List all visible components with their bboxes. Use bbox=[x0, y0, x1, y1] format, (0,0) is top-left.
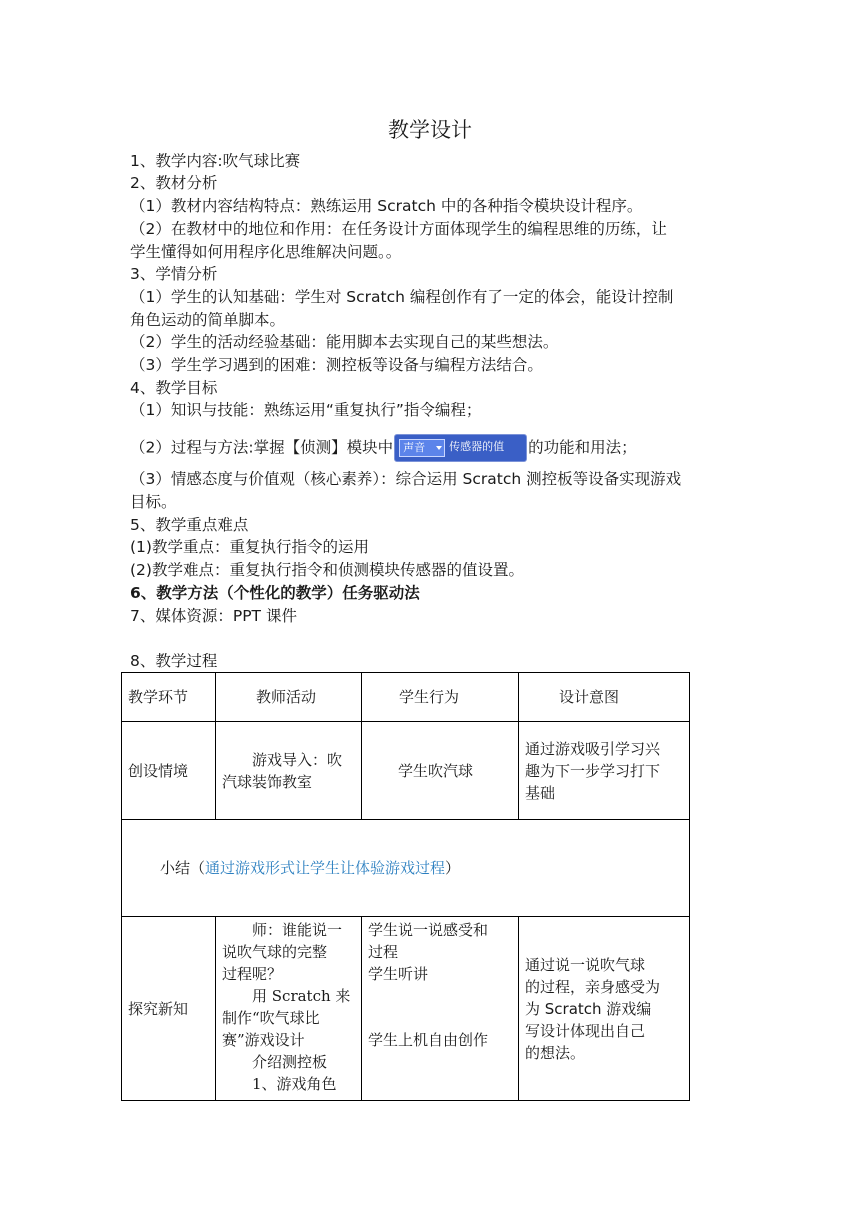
sensor-block-label: 传感器的值 bbox=[449, 440, 505, 453]
goal-2-suffix: 的功能和用法； bbox=[528, 438, 637, 457]
document-title: 教学设计 bbox=[388, 118, 472, 142]
header-student: 学生行为 bbox=[362, 673, 519, 722]
student-spacer bbox=[368, 985, 512, 1007]
teacher-line: 1、游戏角色 bbox=[252, 1075, 337, 1093]
goal-2-prefix: （2）过程与方法:掌握【侦测】模块中 bbox=[130, 438, 394, 457]
analysis-2: （2）在教材中的地位和作用：在任务设计方面体现学生的编程思维的历练，让 bbox=[130, 220, 667, 238]
learner-2: （2）学生的活动经验基础：能用脚本去实现自己的某些想法。 bbox=[130, 333, 559, 351]
summary-cell bbox=[122, 820, 690, 917]
analysis-2-cont: 学生懂得如何用程序化思维解决问题。。 bbox=[130, 243, 402, 261]
goal-3: （3）情感态度与价值观（核心素养）：综合运用 Scratch 测控板等设备实现游戏 bbox=[130, 470, 682, 488]
intent-line: 通过说一说吹气球 bbox=[525, 955, 646, 974]
student-line: 学生听讲 bbox=[368, 965, 429, 983]
header-stage: 教学环节 bbox=[122, 673, 216, 722]
teacher-line: 说吹气球的完整 bbox=[222, 943, 328, 961]
teacher-line: 过程呢？ bbox=[222, 965, 283, 983]
section-content: 1、教学内容:吹气球比赛 bbox=[130, 152, 301, 170]
student-line: 学生上机自由创作 bbox=[368, 1031, 489, 1049]
row2-stage: 探究新知 bbox=[122, 917, 216, 1101]
table-row bbox=[122, 917, 690, 1101]
row1-stage: 创设情境 bbox=[122, 722, 216, 820]
section-analysis: 2、教材分析 bbox=[130, 174, 218, 192]
intent-line: 为 Scratch 游戏编 bbox=[525, 999, 652, 1018]
sensor-value-block-image bbox=[394, 434, 527, 462]
process-table bbox=[121, 672, 690, 1101]
table-header-row bbox=[122, 673, 690, 722]
row2-teacher bbox=[216, 917, 362, 1101]
row2-student bbox=[362, 917, 519, 1101]
row2-intent bbox=[519, 917, 690, 1101]
header-teacher: 教师活动 bbox=[216, 673, 362, 722]
header-intent: 设计意图 bbox=[519, 673, 690, 722]
table-row bbox=[122, 722, 690, 820]
teacher-line: 用 Scratch 来 bbox=[252, 987, 351, 1005]
summary-prefix: 小结（ bbox=[160, 859, 206, 877]
intent-line: 的过程，亲身感受为 bbox=[525, 977, 661, 996]
summary-suffix: ） bbox=[445, 859, 461, 877]
teacher-line: 介绍测控板 bbox=[252, 1053, 328, 1071]
section-process: 8、教学过程 bbox=[130, 652, 218, 670]
table-summary-row bbox=[122, 820, 690, 917]
intent-line: 写设计体现出自己 bbox=[525, 1021, 646, 1040]
goal-3-cont: 目标。 bbox=[130, 493, 177, 511]
row1-intent: 通过游戏吸引学习兴趣为下一步学习打下基础 bbox=[519, 722, 690, 820]
student-spacer bbox=[368, 1007, 512, 1029]
row1-student: 学生吹汽球 bbox=[362, 722, 519, 820]
teacher-line: 赛”游戏设计 bbox=[222, 1031, 305, 1049]
teacher-line: 制作“吹气球比 bbox=[222, 1009, 320, 1027]
teacher-line: 师：谁能说一 bbox=[252, 921, 343, 939]
intent-line: 的想法。 bbox=[525, 1043, 586, 1062]
goal-1: （1）知识与技能：熟练运用“重复执行”指令编程； bbox=[130, 401, 482, 419]
section-goals: 4、教学目标 bbox=[130, 379, 218, 397]
difficulty: (2)教学难点：重复执行指令和侦测模块传感器的值设置。 bbox=[130, 561, 524, 579]
chevron-down-icon bbox=[436, 446, 442, 450]
goal-2 bbox=[130, 434, 637, 462]
sensor-dropdown: 声音 bbox=[399, 439, 445, 457]
section-learner: 3、学情分析 bbox=[130, 265, 218, 283]
section-keypoints: 5、教学重点难点 bbox=[130, 516, 249, 534]
row1-teacher: 游戏导入：吹汽球装饰教室 bbox=[216, 722, 362, 820]
section-method: 6、教学方法（个性化的教学）任务驱动法 bbox=[130, 584, 420, 602]
student-line: 过程 bbox=[368, 943, 399, 961]
section-media: 7、媒体资源：PPT 课件 bbox=[130, 607, 297, 625]
analysis-1: （1）教材内容结构特点：熟练运用 Scratch 中的各种指令模块设计程序。 bbox=[130, 197, 643, 215]
learner-3: （3）学生学习遇到的困难：测控板等设备与编程方法结合。 bbox=[130, 356, 543, 374]
summary-highlight: 通过游戏形式让学生让体验游戏过程 bbox=[205, 859, 446, 877]
keypoint: (1)教学重点：重复执行指令的运用 bbox=[130, 538, 369, 556]
learner-1-cont: 角色运动的简单脚本。 bbox=[130, 311, 286, 329]
student-line: 学生说一说感受和 bbox=[368, 921, 489, 939]
learner-1: （1）学生的认知基础：学生对 Scratch 编程创作有了一定的体会，能设计控制 bbox=[130, 288, 674, 306]
